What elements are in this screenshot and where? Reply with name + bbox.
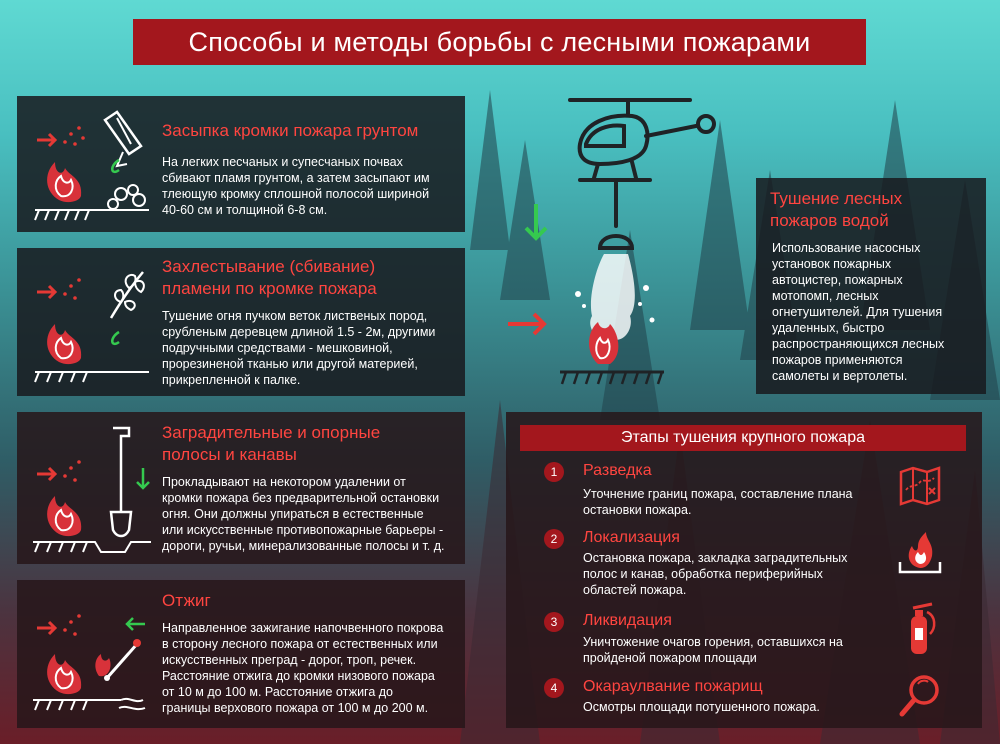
method-description: Направленное зажигание напочвенного покрова в сторону лесного пожара от естественных или искусственных преград - дорог, троп, речек. Расстояние отжига до кромки низового пожара от 10 м до 100 м. Расстояние отжига до границы верхового пожара от 100 м до 200 м. — [162, 621, 444, 715]
stage-number: 4 — [544, 678, 564, 698]
branch-method-icon — [25, 258, 157, 388]
stage-description: Остановка пожара, закладка заградительных полос и канав, обработка периферийных областей пожара. — [583, 551, 848, 597]
method-description: На легких песчаных и супесчаных почвах сбивают пламя грунтом, а затем засыпают им тлеющую кромку сплошной полосой шириной 40-60 см и толщиной 6-8 см. — [162, 155, 430, 217]
stage-description: Осмотры площади потушенного пожара. — [583, 700, 820, 714]
method-panel-soil — [17, 96, 465, 232]
method-panel-barriers — [17, 412, 465, 564]
method-description: Тушение огня пучком веток лиственых пород, срубленым деревцем длиной 1.5 - 2м, другими подручными средствами - мешковиной, прорезиненой тканью или другой материей, прикрепленной к палке. — [162, 309, 436, 387]
extinguisher-icon — [900, 600, 940, 658]
method-panel-branches — [17, 248, 465, 396]
page-title: Способы и методы борьбы с лесными пожарами — [133, 19, 866, 65]
helicopter-water-drop-illustration — [500, 92, 730, 392]
map-icon — [898, 466, 942, 506]
method-panel-backfire — [17, 580, 465, 728]
stage-title: Локализация — [583, 529, 680, 546]
method-title: Захлестывание (сбивание) пламени по кромке пожара — [162, 257, 377, 298]
stage-title: Разведка — [583, 462, 652, 479]
stage-number: 2 — [544, 529, 564, 549]
method-title: Засыпка кромки пожара грунтом — [162, 121, 419, 140]
method-title: Заградительные и опорные полосы и канавы — [162, 423, 381, 464]
stage-number: 1 — [544, 462, 564, 482]
fire-icon — [896, 528, 944, 578]
stage-number: 3 — [544, 612, 564, 632]
stages-header: Этапы тушения крупного пожара — [520, 425, 966, 451]
method-description: Прокладывают на некотором удалении от кромки пожара без предварительной остановки огня. Они должны упираться в естественные или искусственные противопожарные барьеры - дороги, ручьи, минерализованные полосы и т. д. — [162, 475, 445, 553]
magnifier-icon — [898, 672, 944, 720]
water-description: Использование насосных установок пожарных автоцистер, пожарных мотопомп, лесных огнетушителей. Для тушения удаленных, быстро распространяющихся лесных пожаров применяются самолеты и вертолеты. — [772, 241, 945, 383]
water-title: Тушение лесных пожаров водой — [770, 189, 903, 230]
method-title: Отжиг — [162, 591, 211, 610]
stage-description: Уточнение границ пожара, составление плана остановки пожара. — [583, 487, 853, 517]
soil-method-icon — [25, 104, 157, 228]
water-panel — [756, 178, 986, 394]
backfire-method-icon — [25, 588, 157, 724]
stage-title: Окараулвание пожарищ — [583, 678, 763, 695]
stage-description: Уничтожение очагов горения, оставшихся на пройденой пожаром площади — [583, 635, 843, 665]
trench-method-icon — [25, 418, 157, 558]
stage-title: Ликвидация — [583, 612, 672, 629]
